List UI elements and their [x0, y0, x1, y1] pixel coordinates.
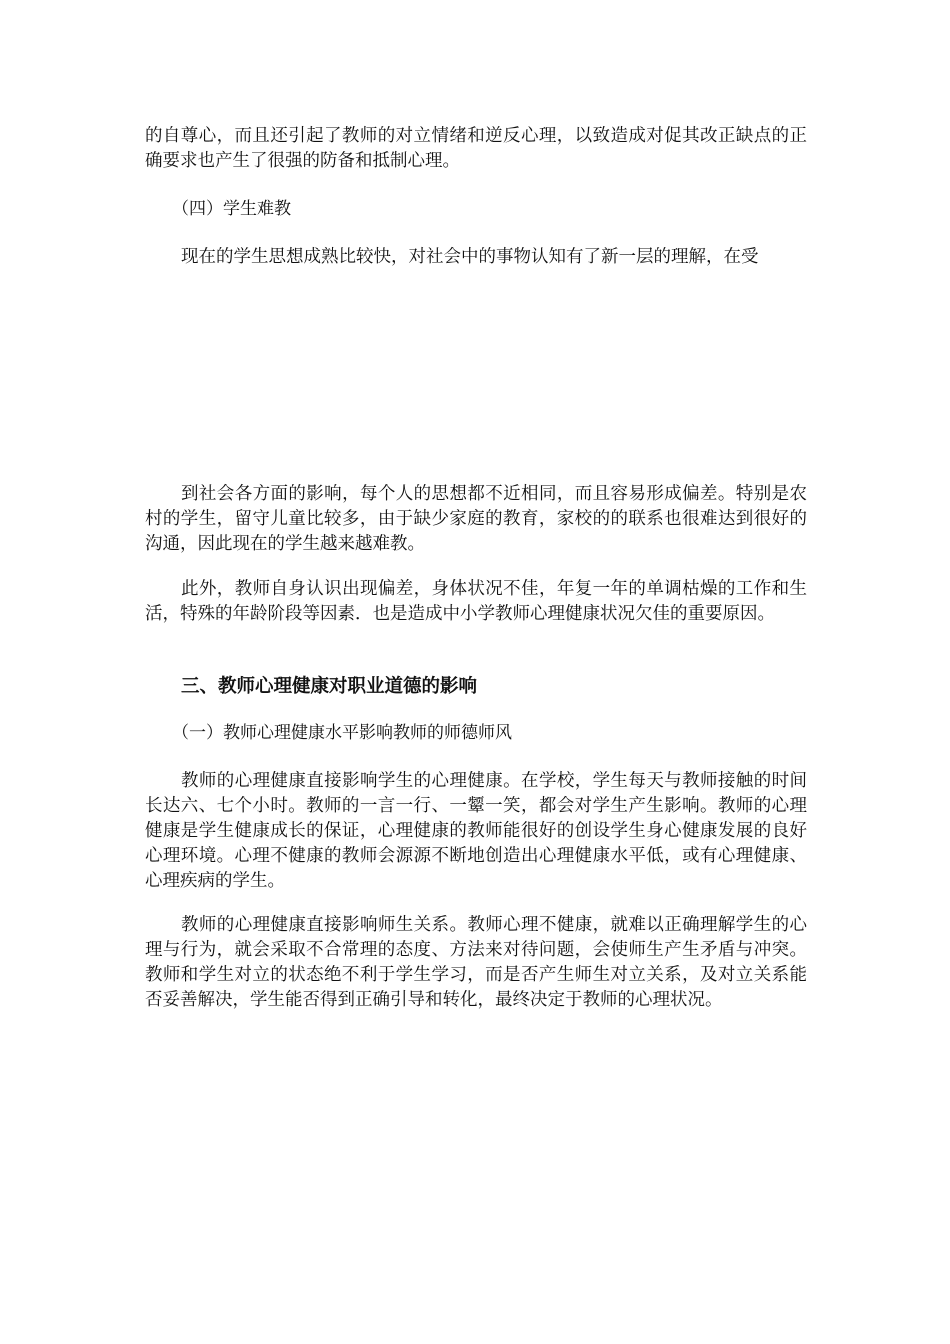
- paragraph-student-maturity: 现在的学生思想成熟比较快，对社会中的事物认知有了新一层的理解，在受: [181, 247, 759, 267]
- paragraph-student-mental-health: 教师的心理健康直接影响学生的心理健康。在学校，学生每天与教师接触的时间长达六、七个小时。教师的一言一行、一颦一笑，都会对学生产生影响。教师的心理健康是学生健康成长的保证，心理健康的教师能很好的创设学生身心健康发展的良好心理环境。心理不健康的教师会源源不断地创造出心理健康水平低，或有心理健康、心理疾病的学生。: [145, 771, 807, 891]
- paragraph-self-esteem: 的自尊心，而且还引起了教师的对立情绪和逆反心理，以致造成对促其改正缺点的正确要求也产生了很强的防备和抵制心理。: [145, 126, 807, 171]
- paragraph-teacher-student-relationship: 教师的心理健康直接影响师生关系。教师心理不健康，就难以正确理解学生的心理与行为，就会采取不合常理的态度、方法来对待问题，会使师生产生矛盾与冲突。教师和学生对立的状态绝不利于学生学习，而是否产生师生对立关系，及对立关系能否妥善解决，学生能否得到正确引导和转化，最终决定于教师的心理状况。: [145, 915, 807, 1010]
- paragraph-social-influence: 到社会各方面的影响，每个人的思想都不近相同，而且容易形成偏差。特别是农村的学生，留守儿童比较多，由于缺少家庭的教育，家校的的联系也很难达到很好的沟通，因此现在的学生越来越难教。: [145, 484, 807, 554]
- section-heading-three: 三、教师心理健康对职业道德的影响: [181, 676, 478, 697]
- paragraph-other-causes: 此外，教师自身认识出现偏差，身体状况不佳，年复一年的单调枯燥的工作和生活，特殊的年龄阶段等因素．也是造成中小学教师心理健康状况欠佳的重要原因。: [145, 579, 807, 624]
- subheading-students-hard-to-teach: （四）学生难教: [172, 199, 291, 219]
- subheading-teacher-ethics: （一）教师心理健康水平影响教师的师德师风: [172, 723, 512, 743]
